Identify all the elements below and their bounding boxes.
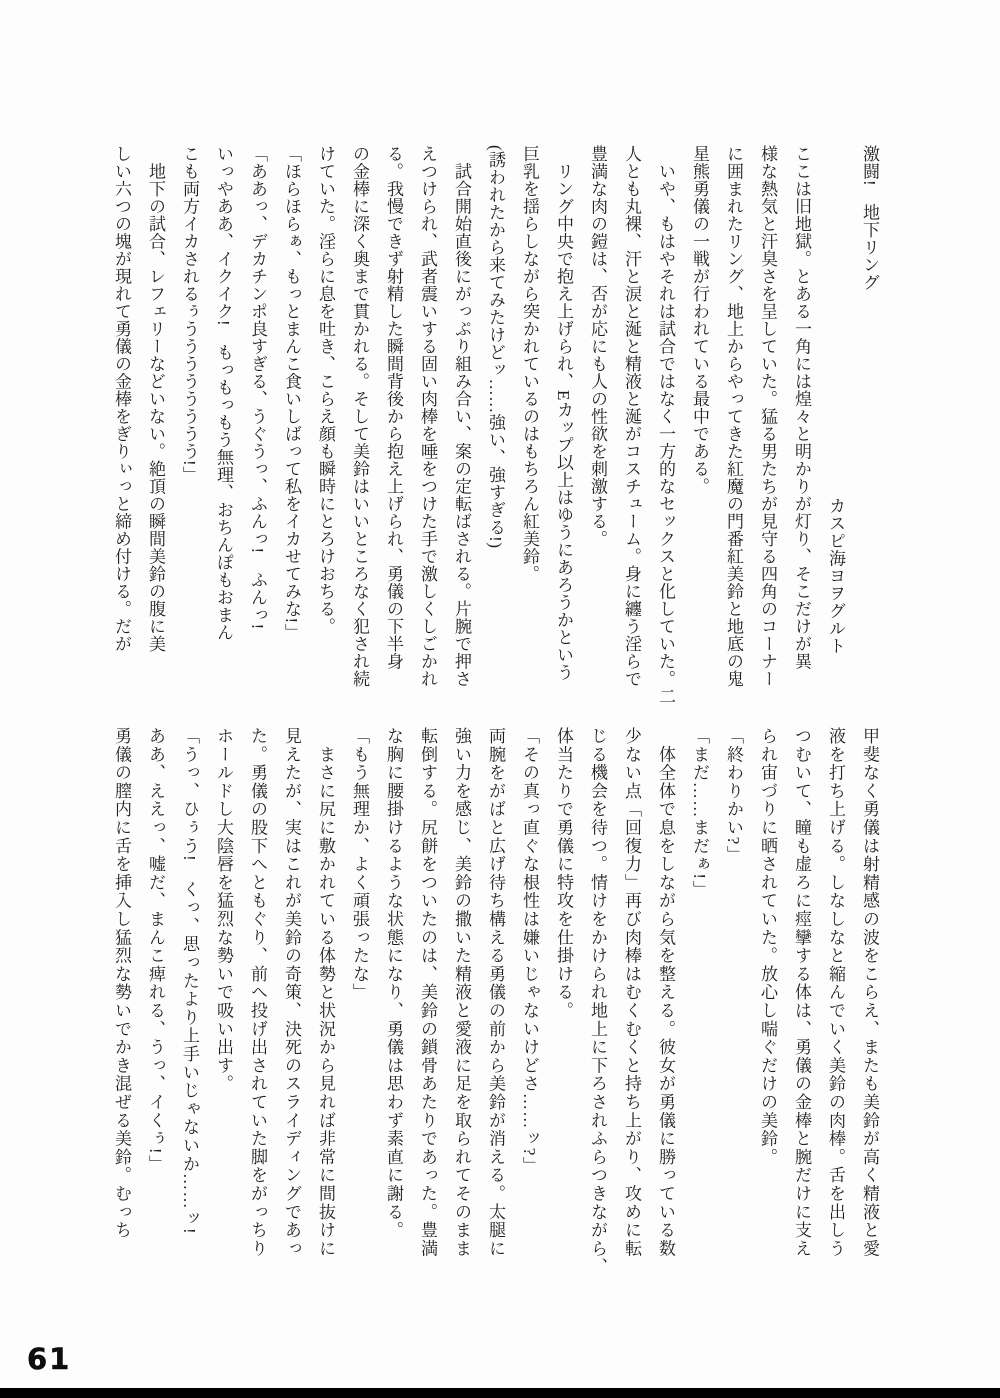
- upper-text-block: [104, 145, 886, 705]
- text-column: しい六つの塊が現れて勇儀の金棒をぎりぃっと締め付ける。だが: [112, 145, 131, 653]
- text-column: こも両方イカされるぅうううううううう!」: [180, 145, 199, 484]
- text-column: た。勇儀の股下へともぐり、前へ投げ出されていた脚をがっちり: [248, 727, 267, 1258]
- text-column: 地下の試合、レフェリーなどいない。絶頂の瞬間美鈴の腹に美: [146, 145, 165, 653]
- text-column: 転倒する。尻餅をついたのは、美鈴の鎖骨あたりであった。豊満: [418, 727, 437, 1258]
- text-column: 「まだ……まだぁ!」: [690, 727, 709, 899]
- text-column: 「終わりかい?」: [724, 727, 743, 864]
- text-column: られ宙づりに晒されていた。放心し喘ぐだけの美鈴。: [758, 727, 777, 1167]
- text-column: 液を打ち上げる。しなしなと縮んでいく美鈴の肉棒。舌を出しう: [826, 727, 845, 1258]
- text-column: 星熊勇儀の一戦が行われている最中である。: [690, 145, 709, 495]
- text-column: ホールドし大陰唇を猛烈な勢いで吸い出す。: [214, 727, 233, 1093]
- text-column: ここは旧地獄。とある一角には煌々と明かりが灯り、そこだけが異: [792, 145, 811, 670]
- text-column: 少ない点「回復力」再び肉棒はむくむくと持ち上がり、攻めに転: [622, 727, 641, 1258]
- text-column: いっやああ、イクイク! もっもっもう無理、おちんぽもおまん: [214, 145, 233, 642]
- text-column: 様な熱気と汗臭さを呈していた。猛る男たちが見守る四角のコーナー: [758, 145, 777, 688]
- text-column: まさに尻に敷かれている体勢と状況から見れば非常に間抜けに: [316, 727, 335, 1258]
- text-column: ああ、ええっ、嘘だ、まんこ痺れる、うっ、イくぅ!」: [146, 727, 165, 1174]
- text-column: いや、もはやそれは試合ではなく一方的なセックスと化していた。二: [656, 145, 675, 705]
- text-column: 巨乳を揺らしながら突かれているのはもちろん紅美鈴。: [520, 145, 539, 583]
- text-column: 「うっ、ひぅう! くっ、思ったより上手いじゃないか……ッ!: [180, 727, 199, 1236]
- text-column: 試合開始直後にがっぷり組み合い、案の定転ばされる。片腕で押さ: [452, 145, 471, 688]
- text-column: 体当たりで勇儀に特攻を仕掛ける。: [554, 727, 573, 1020]
- text-column: 「ああっ、デカチンポ良すぎる、うぐうっ、ふんっ! ふんっ!: [248, 145, 267, 630]
- text-column: 「ほらほらぁ、もっとまんこ食いしばって私をイカせてみな!」: [282, 145, 301, 642]
- text-column: リング中央で抱え上げられ、Eカップ以上はゆうにあろうかという: [554, 145, 573, 681]
- text-column: の金棒に深く奥まで貫かれる。そして美鈴はいいところなく犯され続: [350, 145, 369, 688]
- text-column: えつけられ、武者震いする固い肉棒を唾をつけた手で激しくしごかれ: [418, 145, 437, 688]
- text-column: じる機会を待つ。情けをかけられ地上に下ろされふらつきながら、: [588, 727, 607, 1276]
- text-column: 甲斐なく勇儀は射精感の波をこらえ、またも美鈴が高く精液と愛: [860, 727, 879, 1258]
- text-column: な胸に腰掛けるような状態になり、勇儀は思わず素直に謝る。: [384, 727, 403, 1240]
- text-column: に囲まれたリング、地上からやってきた紅魔の門番紅美鈴と地底の鬼: [724, 145, 743, 688]
- text-column: 見えたが、実はこれが美鈴の奇策、決死のスライディングであっ: [282, 727, 301, 1258]
- text-column: 「その真っ直ぐな根性は嫌いじゃないけどさ……ッ?」: [520, 727, 539, 1176]
- page-number: 61: [27, 1342, 72, 1376]
- text-column: 両腕をがばと広げ待ち構える勇儀の前から美鈴が消える。太腿に: [486, 727, 505, 1258]
- text-column: けていた。淫らに息を吐き、こらえ顔も瞬時にとろけおちる。: [316, 145, 335, 635]
- text-column: る。我慢できず射精した瞬間背後から抱え上げられ、勇儀の下半身: [384, 145, 403, 670]
- text-column: (誘われたから来てみたけどッ……強い、強すぎる!): [486, 145, 505, 549]
- author-byline: カスピ海ヨヲグルト: [826, 497, 845, 655]
- page-title: 激闘! 地下リング: [860, 145, 879, 292]
- text-column: 体全体で息をしながら気を整える。彼女が勇儀に勝っている数: [656, 727, 675, 1258]
- text-column: 人とも丸裸、汗と涙と涎と精液と涎がコスチューム。身に纏う淫らで: [622, 145, 641, 688]
- text-column: 「もう無理か、よく頑張ったな」: [350, 727, 369, 1002]
- text-column: 豊満な肉の鎧は、否が応にも人の性欲を刺激する。: [588, 145, 607, 548]
- text-column: 勇儀の膣内に舌を挿入し猛烈な勢いでかき混ぜる美鈴。むっち: [112, 727, 131, 1240]
- text-column: つむいて、瞳も虚ろに痙攣する体は、勇儀の金棒と腕だけに支え: [792, 727, 811, 1258]
- lower-text-block: [104, 727, 886, 1279]
- text-column: 強い力を感じ、美鈴の撒いた精液と愛液に足を取られてそのまま: [452, 727, 471, 1258]
- bottom-edge-bar: [0, 1388, 1000, 1398]
